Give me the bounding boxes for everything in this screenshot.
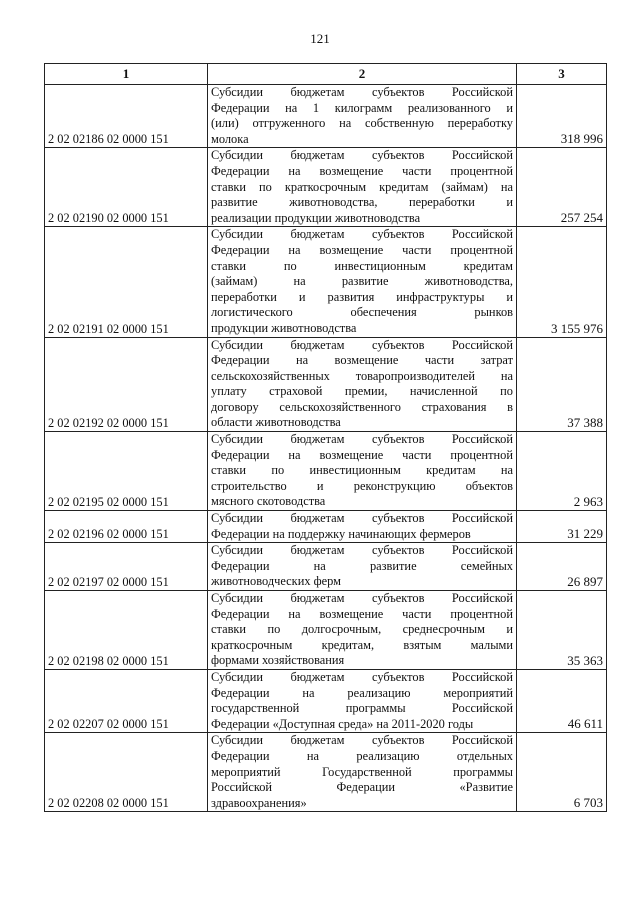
description-line: Субсидии бюджетам субъектов Российской [211, 337, 513, 352]
description-line: Федерации на 1 килограмм реализованного и [211, 100, 513, 115]
revenue-code-cell: 2 02 02191 02 0000 151 [45, 227, 208, 337]
description-line: Субсидии бюджетам субъектов Российской [211, 733, 513, 748]
amount-cell: 37 388 [517, 337, 607, 432]
table-row [45, 85, 607, 148]
description-line: Субсидии бюджетам субъектов Российской [211, 543, 513, 558]
description-line: мероприятий Государственной программы [211, 764, 513, 779]
description-line: уплату страховой премии, начисленной по [211, 384, 513, 399]
amount-cell: 35 363 [517, 591, 607, 670]
revenue-code-cell: 2 02 02198 02 0000 151 [45, 591, 208, 670]
description-cell [208, 669, 517, 732]
page-number: 121 [310, 31, 330, 46]
description-line: здравоохранения» [211, 795, 307, 810]
description-line: Федерации на развитие семейных [211, 558, 513, 573]
description-line: молока [211, 131, 249, 146]
amount-cell: 31 229 [517, 511, 607, 543]
description-line: (или) отгруженного на собственную переработку [211, 116, 513, 131]
description-line: животноводческих ферм [211, 574, 341, 589]
description-line: сельскохозяйственных товаропроизводителей на [211, 368, 513, 383]
revenue-code-cell: 2 02 02197 02 0000 151 [45, 543, 208, 591]
revenue-code-cell: 2 02 02195 02 0000 151 [45, 432, 208, 511]
table-row [45, 511, 607, 543]
description-line: области животноводства [211, 415, 341, 430]
revenue-code-cell: 2 02 02192 02 0000 151 [45, 337, 208, 432]
table-row [45, 227, 607, 337]
amount-cell: 2 963 [517, 432, 607, 511]
description-cell [208, 337, 517, 432]
description-cell [208, 511, 517, 543]
description-line: развитие животноводства, переработки и [211, 195, 513, 210]
table-row [45, 432, 607, 511]
description-line: (займам) на развитие животноводства, [211, 274, 513, 289]
description-line: ставки по краткосрочным кредитам (займам) на [211, 179, 513, 194]
description-line: Федерации на возмещение части процентной [211, 163, 513, 178]
description-line: Федерации «Доступная среда» на 2011-2020 годы [211, 716, 474, 731]
amount-cell: 26 897 [517, 543, 607, 591]
description-line: мясного скотоводства [211, 494, 326, 509]
table-header-row [45, 64, 607, 85]
amount-cell: 6 703 [517, 733, 607, 812]
description-line: Федерации на возмещение части процентной [211, 242, 513, 257]
description-line: Субсидии бюджетам субъектов Российской [211, 148, 513, 163]
table-row [45, 591, 607, 670]
description-line: краткосрочным кредитам, взятым малыми [211, 637, 513, 652]
description-line: Федерации на возмещение части процентной [211, 606, 513, 621]
description-line: Российской Федерации «Развитие [211, 780, 513, 795]
description-line: Субсидии бюджетам субъектов Российской [211, 591, 513, 605]
description-cell [208, 543, 517, 591]
description-line: договору сельскохозяйственного страхования в [211, 399, 513, 414]
description-line: государственной программы Российской [211, 701, 513, 716]
description-line: Субсидии бюджетам субъектов Российской [211, 669, 513, 684]
column-header-description: 2 [208, 64, 517, 85]
description-line: переработки и развития инфраструктуры и [211, 289, 513, 304]
revenue-code-cell: 2 02 02208 02 0000 151 [45, 733, 208, 812]
description-cell [208, 432, 517, 511]
budget-table [44, 63, 607, 812]
description-cell [208, 227, 517, 337]
description-line: ставки по инвестиционным кредитам на [211, 463, 513, 478]
revenue-code-cell: 2 02 02196 02 0000 151 [45, 511, 208, 543]
table-row [45, 148, 607, 227]
description-line: ставки по долгосрочным, среднесрочным и [211, 622, 513, 637]
description-line: Субсидии бюджетам субъектов Российской [211, 511, 513, 526]
amount-cell: 318 996 [517, 85, 607, 148]
description-cell [208, 148, 517, 227]
column-header-amount: 3 [517, 64, 607, 85]
description-line: Федерации на реализацию отдельных [211, 748, 513, 763]
description-line: строительство и реконструкцию объектов [211, 478, 513, 493]
table-row [45, 733, 607, 812]
description-cell [208, 733, 517, 812]
description-line: Федерации на реализацию мероприятий [211, 685, 513, 700]
description-line: продукции животноводства [211, 320, 357, 335]
column-header-code: 1 [45, 64, 208, 85]
description-line: реализации продукции животноводства [211, 210, 421, 225]
table-row [45, 543, 607, 591]
description-line: Федерации на возмещение части процентной [211, 447, 513, 462]
description-line: Субсидии бюджетам субъектов Российской [211, 85, 513, 99]
description-cell [208, 591, 517, 670]
revenue-code-cell: 2 02 02207 02 0000 151 [45, 669, 208, 732]
revenue-code-cell: 2 02 02190 02 0000 151 [45, 148, 208, 227]
amount-cell: 46 611 [517, 669, 607, 732]
description-line: логистического обеспечения рынков [211, 305, 513, 320]
description-line: ставки по инвестиционным кредитам [211, 258, 513, 273]
description-line: Субсидии бюджетам субъектов Российской [211, 432, 513, 447]
amount-cell: 3 155 976 [517, 227, 607, 337]
description-cell [208, 85, 517, 148]
table-row [45, 337, 607, 432]
description-line: Федерации на возмещение части затрат [211, 353, 513, 368]
revenue-code-cell: 2 02 02186 02 0000 151 [45, 85, 208, 148]
description-line: Субсидии бюджетам субъектов Российской [211, 227, 513, 242]
description-line: формами хозяйствования [211, 653, 345, 668]
description-line: Федерации на поддержку начинающих фермеров [211, 526, 471, 541]
table-row [45, 669, 607, 732]
amount-cell: 257 254 [517, 148, 607, 227]
table-body [45, 85, 607, 812]
